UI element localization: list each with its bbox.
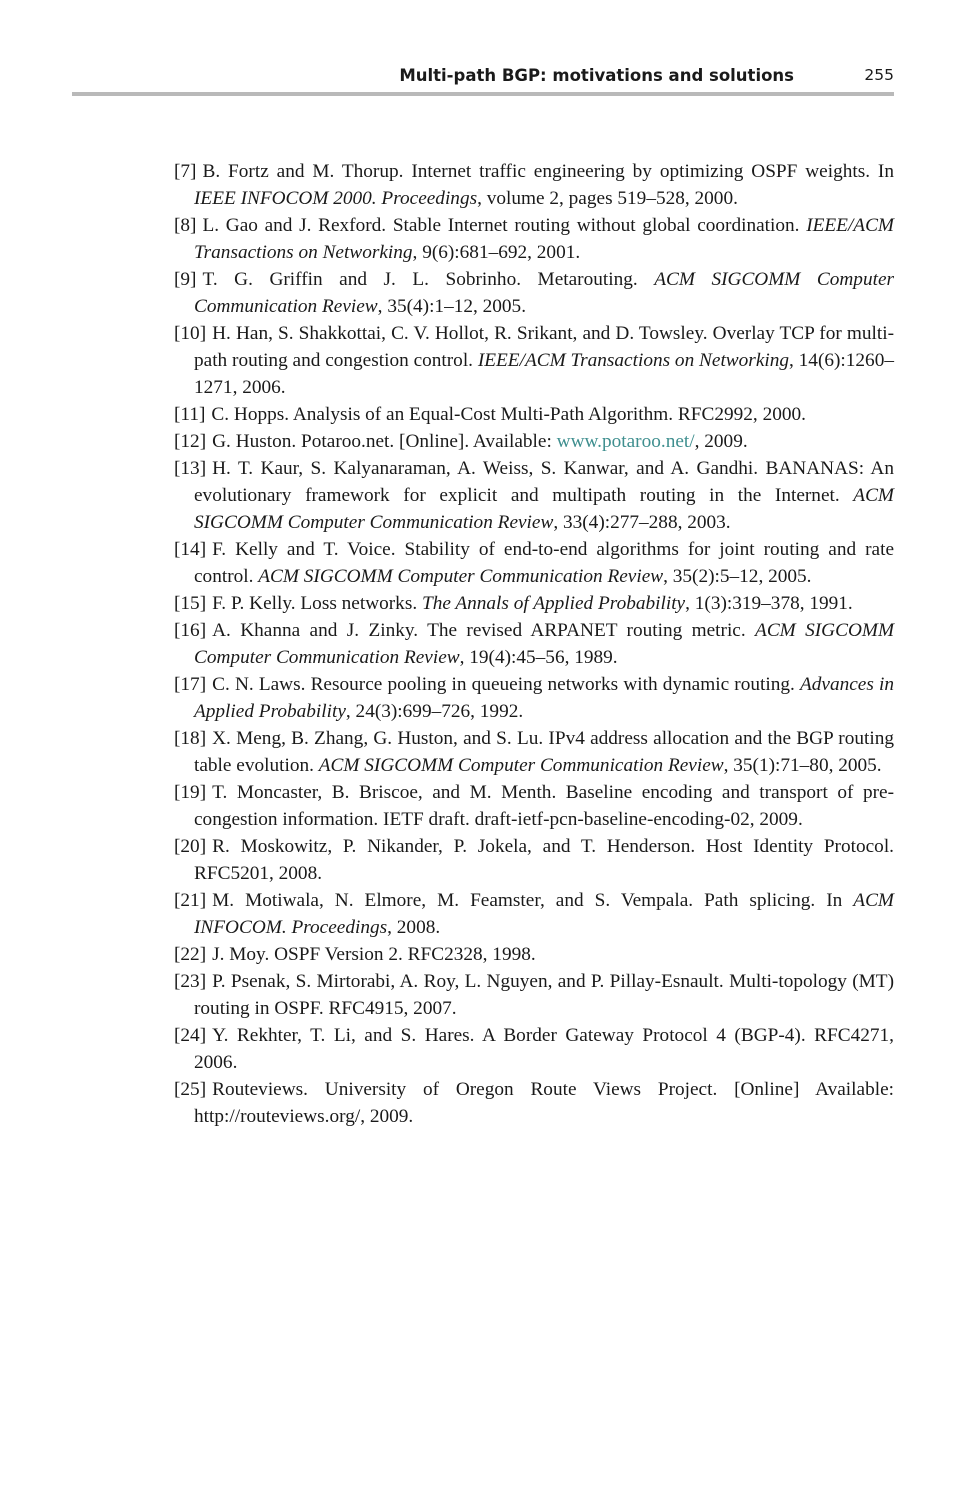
reference-label: [21] — [174, 890, 207, 911]
reference-details: , 9(6):681–692, 2001. — [412, 242, 581, 263]
reference-text: X. Meng, B. Zhang, G. Huston, and S. Lu. IPv4 address allocation and the BGP routing table evolution. — [194, 728, 894, 776]
reference-details: , 2008. — [387, 917, 441, 938]
header-title: Multi-path BGP: motivations and solutions — [399, 66, 794, 85]
reference-label: [16] — [174, 620, 207, 641]
reference-text: B. Fortz and M. Thorup. Internet traffic engineering by optimizing OSPF weights. In — [202, 161, 894, 182]
reference-item — [174, 833, 894, 887]
reference-venue: ACM SIGCOMM Computer Communication Review — [194, 620, 895, 668]
reference-details: , 24(3):699–726, 1992. — [345, 701, 524, 722]
reference-item — [174, 158, 894, 212]
reference-item — [174, 617, 894, 671]
reference-item — [174, 968, 894, 1022]
reference-label: [24] — [174, 1025, 207, 1046]
reference-label: [8] — [174, 215, 197, 236]
reference-label: [14] — [174, 539, 207, 560]
reference-text: C. N. Laws. Resource pooling in queueing networks with dynamic routing. — [212, 674, 800, 695]
reference-label: [7] — [174, 161, 197, 182]
reference-label: [12] — [174, 431, 207, 452]
reference-venue: Advances in Applied Probability — [194, 674, 894, 722]
reference-text: C. Hopps. Analysis of an Equal-Cost Multi-Path Algorithm. RFC2992, 2000. — [211, 404, 806, 425]
reference-details: , 14(6):1260–1271, 2006. — [194, 350, 894, 398]
reference-details: , 35(1):71–80, 2005. — [723, 755, 882, 776]
reference-details: , 1(3):319–378, 1991. — [685, 593, 853, 614]
reference-details: , 2009. — [694, 431, 748, 452]
reference-label: [11] — [174, 404, 206, 425]
reference-details: , 35(4):1–12, 2005. — [377, 296, 527, 317]
reference-item — [174, 320, 894, 401]
reference-label: [22] — [174, 944, 207, 965]
reference-label: [18] — [174, 728, 207, 749]
reference-venue: IEEE/ACM Transactions on Networking — [194, 215, 894, 263]
reference-text: F. P. Kelly. Loss networks. — [212, 593, 422, 614]
reference-label: [13] — [174, 458, 207, 479]
running-header — [72, 62, 894, 96]
reference-item — [174, 266, 894, 320]
reference-text: Routeviews. University of Oregon Route Views Project. [Online] Available: http://routeviews.org/, 2009. — [194, 1079, 894, 1127]
reference-details: , 35(2):5–12, 2005. — [663, 566, 812, 587]
reference-venue: IEEE/ACM Transactions on Networking — [477, 350, 790, 371]
reference-item — [174, 1076, 894, 1130]
reference-details: , 19(4):45–56, 1989. — [459, 647, 618, 668]
reference-item — [174, 779, 894, 833]
reference-item — [174, 590, 894, 617]
reference-text: F. Kelly and T. Voice. Stability of end-to-end algorithms for joint routing and rate control. — [194, 539, 894, 587]
reference-text: L. Gao and J. Rexford. Stable Internet routing without global coordination. — [202, 215, 807, 236]
reference-label: [19] — [174, 782, 207, 803]
reference-label: [10] — [174, 323, 207, 344]
reference-item — [174, 401, 894, 428]
reference-item — [174, 941, 894, 968]
reference-item — [174, 536, 894, 590]
reference-label: [23] — [174, 971, 207, 992]
reference-text: J. Moy. OSPF Version 2. RFC2328, 1998. — [212, 944, 536, 965]
reference-label: [20] — [174, 836, 207, 857]
reference-label: [25] — [174, 1079, 207, 1100]
reference-item — [174, 671, 894, 725]
page-number: 255 — [864, 66, 894, 84]
reference-details: , volume 2, pages 519–528, 2000. — [477, 188, 738, 209]
reference-label: [17] — [174, 674, 207, 695]
reference-list — [174, 158, 894, 1130]
reference-venue: ACM SIGCOMM Computer Communication Review — [318, 755, 724, 776]
reference-text: Y. Rekhter, T. Li, and S. Hares. A Border Gateway Protocol 4 (BGP-4). RFC4271, 2006. — [194, 1025, 894, 1073]
reference-item — [174, 428, 894, 455]
reference-text: M. Motiwala, N. Elmore, M. Feamster, and S. Vempala. Path splicing. In — [212, 890, 854, 911]
reference-text: A. Khanna and J. Zinky. The revised ARPANET routing metric. — [212, 620, 756, 641]
potaroo-link[interactable]: www.potaroo.net/ — [556, 431, 695, 452]
reference-venue: ACM SIGCOMM Computer Communication Review — [194, 269, 895, 317]
reference-item — [174, 455, 894, 536]
reference-venue: ACM SIGCOMM Computer Communication Review — [258, 566, 664, 587]
reference-text: G. Huston. Potaroo.net. [Online]. Available: — [212, 431, 557, 452]
reference-text: T. G. Griffin and J. L. Sobrinho. Metarouting. — [202, 269, 655, 290]
reference-item — [174, 212, 894, 266]
reference-text: T. Moncaster, B. Briscoe, and M. Menth. Baseline encoding and transport of pre-congestion information. IETF draft. draft-ietf-pcn-baseline-encoding-02, 2009. — [194, 782, 894, 830]
reference-venue: ACM INFOCOM. Proceedings — [194, 890, 894, 938]
reference-venue: The Annals of Applied Probability — [421, 593, 686, 614]
reference-label: [15] — [174, 593, 207, 614]
reference-text: H. Han, S. Shakkottai, C. V. Hollot, R. Srikant, and D. Towsley. Overlay TCP for multi-path routing and congestion control. — [194, 323, 894, 371]
reference-text: H. T. Kaur, S. Kalyanaraman, A. Weiss, S. Kanwar, and A. Gandhi. BANANAS: An evolutionary framework for explicit and multipath routing in the Internet. — [194, 458, 894, 506]
reference-venue: ACM SIGCOMM Computer Communication Review — [194, 485, 894, 533]
reference-item — [174, 725, 894, 779]
reference-text: P. Psenak, S. Mirtorabi, A. Roy, L. Nguyen, and P. Pillay-Esnault. Multi-topology (MT) routing in OSPF. RFC4915, 2007. — [194, 971, 894, 1019]
reference-details: , 33(4):277–288, 2003. — [553, 512, 731, 533]
reference-label: [9] — [174, 269, 197, 290]
reference-item — [174, 887, 894, 941]
reference-venue: IEEE INFOCOM 2000. Proceedings — [194, 188, 478, 209]
reference-text: R. Moskowitz, P. Nikander, P. Jokela, and T. Henderson. Host Identity Protocol. RFC5201, 2008. — [194, 836, 894, 884]
reference-item — [174, 1022, 894, 1076]
